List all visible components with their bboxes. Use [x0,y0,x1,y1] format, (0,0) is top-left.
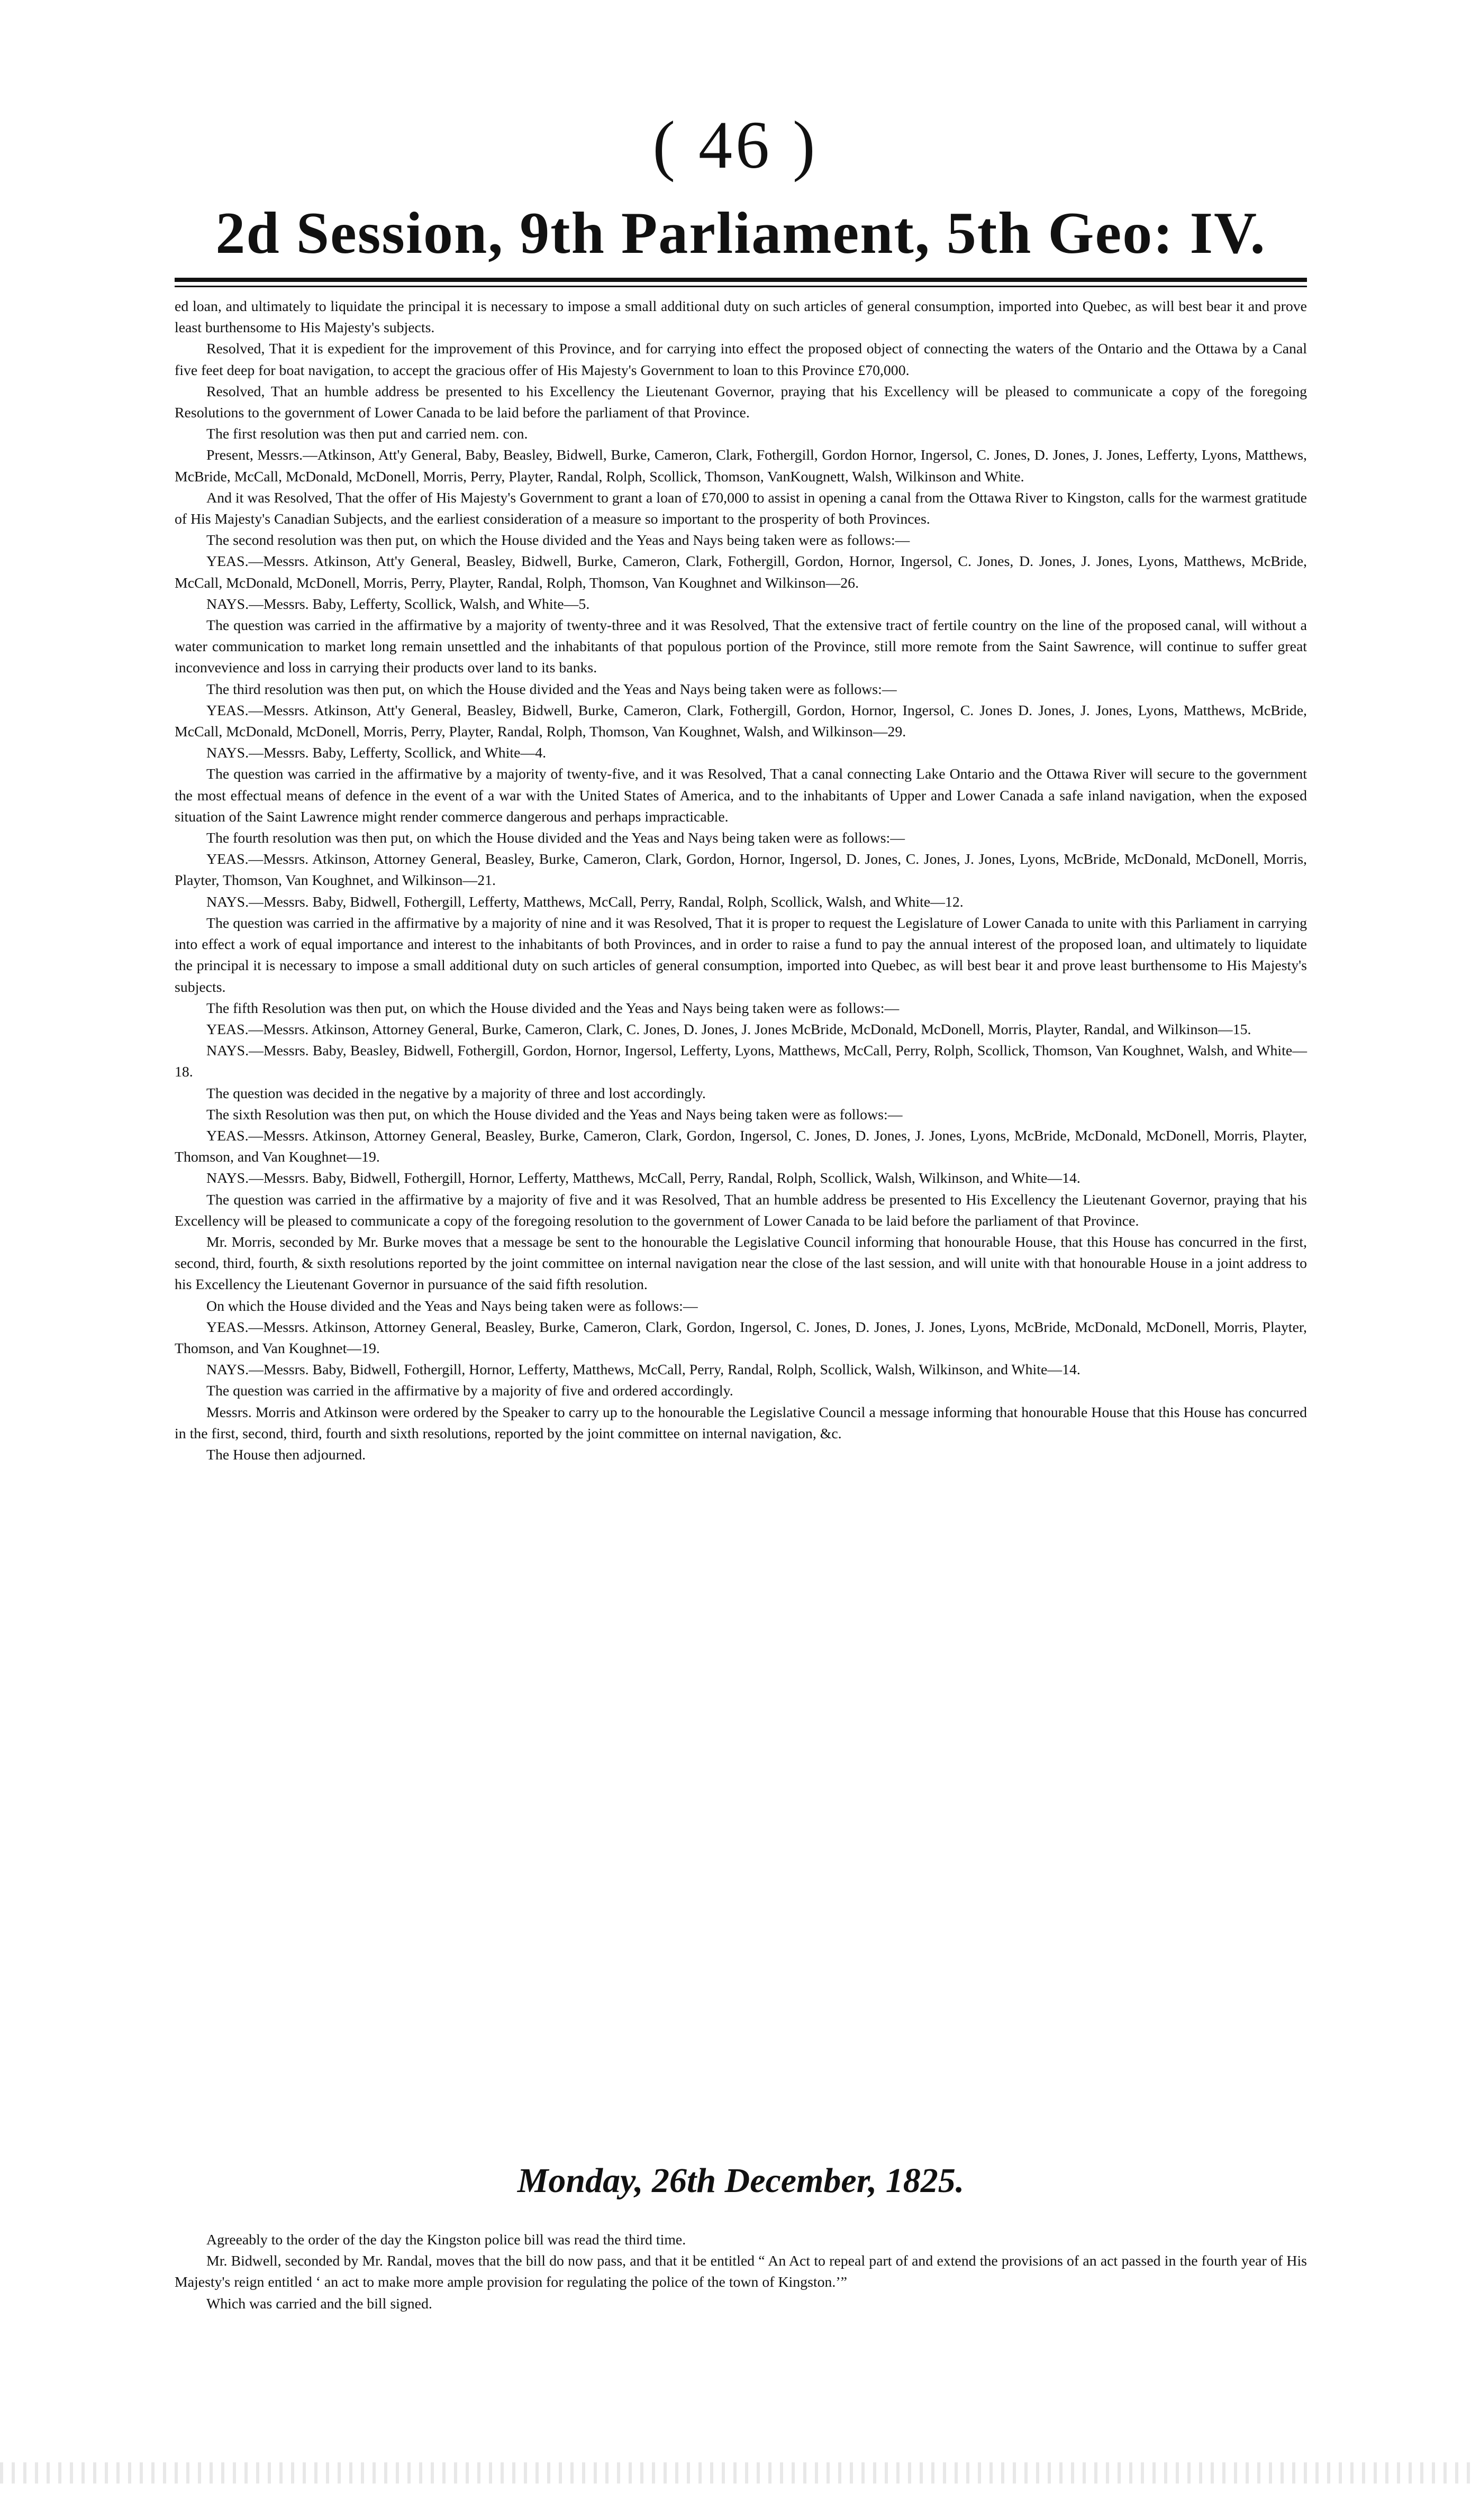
paragraph: The question was carried in the affirmative by a majority of twenty-three and it was Resolved, That the extensive tract of fertile country on the line of the proposed canal, will without a water communication to market long remain unsettled and the inhabitants of that populous portion of the Province, still more remote from the Saint Sawrence, will continue to suffer great inconvevience and loss in carrying their products over land to its banks. [175,617,1307,677]
body-text [175,296,1307,1466]
paragraph: On which the House divided and the Yeas and Nays being taken were as follows:— [206,1298,698,1314]
section-body-text [175,2230,1307,2315]
running-head: 2d Session, 9th Parliament, 5th Geo: IV. [215,200,1266,266]
paragraph: The fourth resolution was then put, on which the House divided and the Yeas and Nays being taken were as follows:— [206,830,905,847]
bottom-scan-artifact [0,2462,1471,2484]
paragraph: NAYS.—Messrs. Baby, Beasley, Bidwell, Fothergill, Gordon, Hornor, Ingersol, Lefferty, Lyons, Matthews, McCall, Perry, Rolph, Scollick, Thomson, Van Koughnet, Walsh, and White—18. [175,1043,1307,1081]
paragraph: The fifth Resolution was then put, on which the House divided and the Yeas and Nays being taken were as follows:— [206,1000,900,1017]
paragraph: Mr. Morris, seconded by Mr. Burke moves that a message be sent to the honourable the Legislative Council informing that honourable House, that this House has concurred in the first, second, third, fourth, & sixth resolutions reported by the joint committee on internal navigation near the close of the last session, and will unite with that honourable House in a joint address to his Excellency the Lieutenant Governor in pursuance of the said fifth resolution. [175,1234,1307,1293]
paragraph: Messrs. Morris and Atkinson were ordered by the Speaker to carry up to the honourable the Legislative Council a message informing that honourable House that this House has concurred in the first, second, third, fourth and sixth resolutions, reported by the joint committee on internal navigation, &c. [175,1404,1307,1442]
header-rule-thin [175,286,1307,287]
paragraph: The third resolution was then put, on which the House divided and the Yeas and Nays being taken were as follows:— [206,681,897,698]
paragraph: ed loan, and ultimately to liquidate the principal it is necessary to impose a small additional duty on such articles of general consumption, imported into Quebec, as will best bear it and prove least burthensome to His Majesty's subjects. [175,298,1307,336]
page-number: ( 46 ) [652,107,819,182]
paragraph: Agreeably to the order of the day the Kingston police bill was read the third time. [206,2232,686,2248]
paragraph: Which was carried and the bill signed. [206,2295,432,2312]
header-rule-thick [175,278,1307,282]
paragraph: YEAS.—Messrs. Atkinson, Attorney General, Beasley, Burke, Cameron, Clark, Gordon, Ingersol, C. Jones, D. Jones, J. Jones, Lyons, McBride, McDonald, McDonell, Morris, Playter, Thomson, and Van Koughnet—19. [175,1127,1307,1166]
paragraph: The second resolution was then put, on which the House divided and the Yeas and Nays being taken were as follows:— [206,532,910,549]
paragraph: And it was Resolved, That the offer of His Majesty's Government to grant a loan of £70,000 to assist in opening a canal from the Ottawa River to Kingston, calls for the warmest gratitude of His Majesty's Canadian Subjects, and the earliest consideration of a measure so important to the prosperity of both Provinces. [175,489,1307,528]
paragraph: The question was carried in the affirmative by a majority of five and ordered accordingly. [206,1383,733,1400]
paragraph: NAYS.—Messrs. Baby, Bidwell, Fothergill, Hornor, Lefferty, Matthews, McCall, Perry, Randal, Rolph, Scollick, Walsh, Wilkinson, and White—14. [206,1170,1080,1187]
paragraph: YEAS.—Messrs. Atkinson, Attorney General, Beasley, Burke, Cameron, Clark, Gordon, Hornor, Ingersol, D. Jones, C. Jones, J. Jones, Lyons, McBride, McDonald, McDonell, Morris, Playter, Thomson, Van Koughnet, and Wilkinson—21. [175,851,1307,889]
paragraph: YEAS.—Messrs. Atkinson, Attorney General, Burke, Cameron, Clark, C. Jones, D. Jones, J. Jones McBride, McDonald, McDonell, Morris, Playter, Randal, and Wilkinson—15. [206,1021,1251,1038]
paragraph: Mr. Bidwell, seconded by Mr. Randal, moves that the bill do now pass, and that it be entitled “ An Act to repeal part of and extend the provisions of an act passed in the fourth year of His Majesty's reign entitled ‘ an act to make more ample provision for regulating the police of the town of Kingston.’” [175,2253,1307,2291]
section-heading: Monday, 26th December, 1825. [517,2161,965,2200]
paragraph: YEAS.—Messrs. Atkinson, Attorney General, Beasley, Burke, Cameron, Clark, Gordon, Ingersol, C. Jones, D. Jones, J. Jones, Lyons, McBride, McDonald, McDonell, Morris, Playter, Thomson, and Van Koughnet—19. [175,1319,1307,1357]
paragraph: The question was carried in the affirmative by a majority of nine and it was Resolved, That it is proper to request the Legislature of Lower Canada to unite with this Parliament in carrying into effect a work of equal importance and interest to the inhabitants of both Provinces, and in order to raise a fund to pay the annual interest of the proposed loan, and ultimately to liquidate the principal it is necessary to impose a small additional duty on such articles of general consumption, imported into Quebec, as will best bear it and prove least burthensome to His Majesty's subjects. [175,915,1307,996]
paragraph: The sixth Resolution was then put, on which the House divided and the Yeas and Nays being taken were as follows:— [206,1106,903,1123]
paragraph: NAYS.—Messrs. Baby, Lefferty, Scollick, and White—4. [206,745,547,762]
paragraph: YEAS.—Messrs. Atkinson, Att'y General, Beasley, Bidwell, Burke, Cameron, Clark, Fothergill, Gordon, Hornor, Ingersol, C. Jones, D. Jones, J. Jones, Lyons, Matthews, McBride, McCall, McDonald, McDonell, Morris, Perry, Playter, Randal, Rolph, Thomson, Van Koughnet and Wilkinson—26. [175,553,1307,591]
paragraph: Present, Messrs.—Atkinson, Att'y General, Baby, Beasley, Bidwell, Burke, Cameron, Clark, Fothergill, Gordon Hornor, Ingersol, C. Jones, D. Jones, J. Jones, Lefferty, Lyons, Matthews, McBride, McCall, McDonald, McDonell, Morris, Perry, Playter, Randal, Rolph, Scollick, Thomson, VanKougnett, Walsh, Wilkinson and White. [175,447,1307,485]
paragraph: The question was carried in the affirmative by a majority of five and it was Resolved, That an humble address be presented to His Excellency the Lieutenant Governor, praying that his Excellency will be pleased to communicate a copy of the foregoing resolution to the government of Lower Canada to be laid before the parliament of that Province. [175,1191,1307,1229]
paragraph: The question was carried in the affirmative by a majority of twenty-five, and it was Resolved, That a canal connecting Lake Ontario and the Ottawa River will secure to the government the most effectual means of defence in the event of a war with the United States of America, and to the inhabitants of Upper and Lower Canada a safe inland navigation, when the exposed situation of the Saint Lawrence might render commerce dangerous and perhaps impracticable. [175,766,1307,825]
paragraph: NAYS.—Messrs. Baby, Bidwell, Fothergill, Lefferty, Matthews, McCall, Perry, Randal, Rolph, Scollick, Walsh, and White—12. [206,893,964,910]
paragraph: YEAS.—Messrs. Atkinson, Att'y General, Beasley, Bidwell, Burke, Cameron, Clark, Fothergill, Gordon, Hornor, Ingersol, C. Jones D. Jones, J. Jones, Lyons, Matthews, McBride, McCall, McDonald, McDonell, Morris, Perry, Playter, Randal, Rolph, Thomson, Van Koughnet, Walsh, and Wilkinson—29. [175,702,1307,741]
paragraph: The first resolution was then put and carried nem. con. [206,426,528,443]
paragraph: The question was decided in the negative by a majority of three and lost accordingly. [206,1085,706,1102]
paragraph: The House then adjourned. [206,1446,366,1463]
paragraph: NAYS.—Messrs. Baby, Bidwell, Fothergill, Hornor, Lefferty, Matthews, McCall, Perry, Randal, Rolph, Scollick, Walsh, Wilkinson, and White—14. [206,1362,1080,1378]
paragraph: Resolved, That an humble address be presented to his Excellency the Lieutenant Governor, praying that his Excellency will be pleased to communicate a copy of the foregoing Resolutions to the government of Lower Canada to be laid before the parliament of that Province. [175,383,1307,422]
paragraph: NAYS.—Messrs. Baby, Lefferty, Scollick, Walsh, and White—5. [206,596,590,613]
paragraph: Resolved, That it is expedient for the improvement of this Province, and for carrying into effect the proposed object of connecting the waters of the Ontario and the Ottawa by a Canal five feet deep for boat navigation, to accept the gracious offer of His Majesty's Government to loan to this Province £70,000. [175,341,1307,379]
